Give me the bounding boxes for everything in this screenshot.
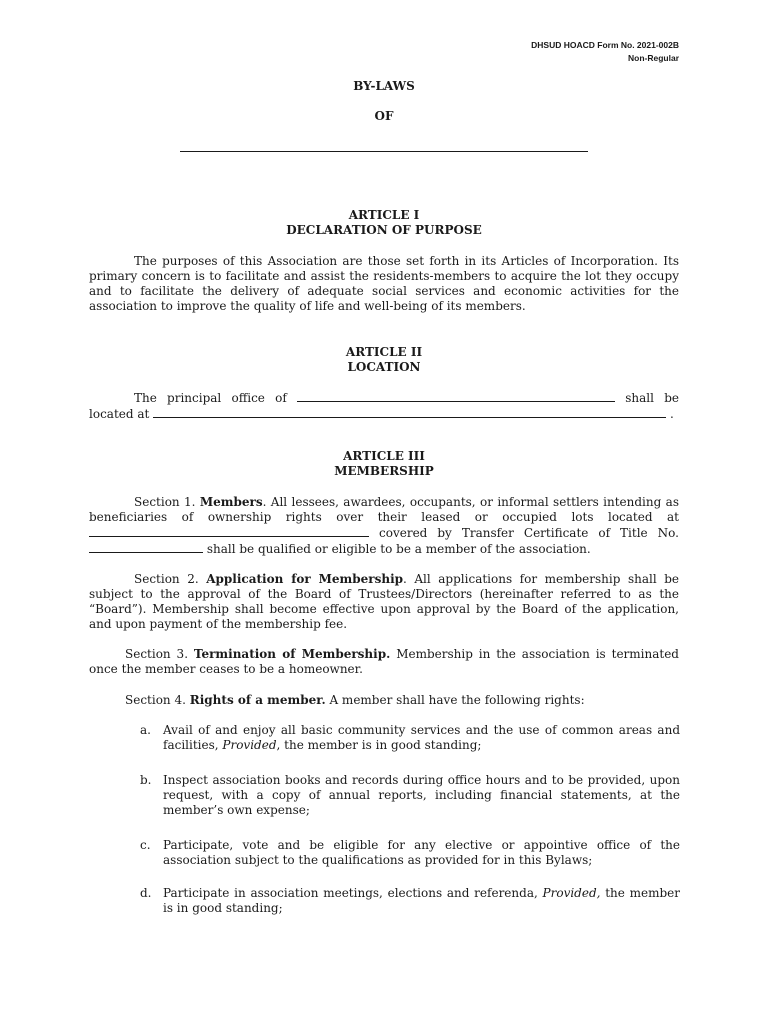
article-1-heading: DECLARATION OF PURPOSE bbox=[286, 223, 482, 237]
rights-item-a bbox=[140, 723, 680, 753]
form-number: DHSUD HOACD Form No. 2021-002B bbox=[531, 40, 679, 50]
article-2-text bbox=[89, 390, 679, 422]
rights-d-italic: Provided, bbox=[542, 886, 601, 900]
tct-number-blank[interactable] bbox=[89, 541, 203, 553]
section-1-text-a: . All lessees, awardees, occupants, or informal settlers intending as beneficiaries of ownership rights over their leased or occupied lots located at bbox=[89, 495, 679, 524]
section-4-text: A member shall have the following rights: bbox=[329, 693, 585, 707]
rights-d-text-b: the member is in good standing; bbox=[163, 886, 680, 915]
rights-item-letter: c. bbox=[140, 838, 151, 852]
section-2-prefix: Section 2. bbox=[134, 572, 199, 586]
section-1-title: Members bbox=[199, 495, 263, 509]
principal-office-blank[interactable] bbox=[297, 390, 615, 402]
rights-a-italic: Provided bbox=[222, 738, 277, 752]
section-3-title: Termination of Membership. bbox=[193, 647, 391, 661]
document-title-of: OF bbox=[374, 109, 394, 123]
article-2-heading: LOCATION bbox=[347, 360, 421, 374]
rights-item-text bbox=[163, 886, 680, 916]
section-3-text: Membership in the association is terminated once the member ceases to be a homeowner. bbox=[89, 647, 679, 676]
form-number-block bbox=[531, 39, 679, 65]
article-2-text-a: The principal office of bbox=[134, 391, 287, 405]
rights-item-letter: b. bbox=[140, 773, 152, 787]
article-2-text-b: shall be located at bbox=[89, 391, 679, 421]
section-1-text-b: covered by Transfer Certificate of Title No. bbox=[379, 526, 679, 540]
rights-a-text-b: , the member is in good standing; bbox=[276, 738, 482, 752]
section-2-title: Application for Membership bbox=[206, 572, 404, 586]
rights-d-text-a: Participate in association meetings, elections and referenda, bbox=[163, 886, 543, 900]
association-name-blank[interactable] bbox=[180, 151, 588, 152]
rights-a-text-a: Avail of and enjoy all basic community services and the use of common areas and facilities, bbox=[163, 723, 680, 752]
form-type: Non-Regular bbox=[628, 53, 679, 63]
article-2-text-c: . bbox=[670, 407, 674, 421]
article-2-number: ARTICLE II bbox=[345, 345, 423, 359]
section-4-prefix: Section 4. bbox=[125, 693, 186, 707]
rights-item-text bbox=[163, 723, 680, 753]
article-1-number: ARTICLE I bbox=[348, 208, 420, 222]
section-4-title: Rights of a member. bbox=[189, 693, 326, 707]
rights-item-c bbox=[140, 838, 680, 868]
section-1-text-c: shall be qualified or eligible to be a member of the association. bbox=[206, 542, 591, 556]
rights-item-letter: d. bbox=[140, 886, 152, 900]
lot-location-blank[interactable] bbox=[89, 525, 369, 537]
document-title: BY-LAWS bbox=[353, 79, 415, 93]
article-3-heading: MEMBERSHIP bbox=[334, 464, 434, 478]
article-3-number: ARTICLE III bbox=[343, 449, 425, 463]
rights-item-text: Inspect association books and records during office hours and to be provided, upon request, with a copy of annual reports, including financial statements, at the member’s own expense; bbox=[163, 773, 680, 817]
section-4 bbox=[89, 693, 679, 708]
section-3-prefix: Section 3. bbox=[125, 647, 189, 661]
rights-item-d bbox=[140, 886, 680, 916]
section-2 bbox=[89, 572, 679, 632]
section-1 bbox=[89, 495, 679, 557]
rights-item-letter: a. bbox=[140, 723, 151, 737]
section-1-prefix: Section 1. bbox=[134, 495, 196, 509]
section-2-text: . All applications for membership shall be subject to the approval of the Board of Trustees/Directors (hereinafter referred to as the “Board”). Membership shall become effective upon approval by the Board of the application, and upon payment of the membership fee. bbox=[89, 572, 679, 631]
location-blank[interactable] bbox=[153, 406, 666, 418]
rights-item-b bbox=[140, 773, 680, 818]
rights-item-text: Participate, vote and be eligible for any elective or appointive office of the association subject to the qualifications as provided for in this Bylaws; bbox=[163, 838, 680, 867]
article-1-text: The purposes of this Association are those set forth in its Articles of Incorporation. Its primary concern is to facilitate and assist the residents-members to acquire the lot they occupy and to facilitate the delivery of adequate social services and economic activities for the association to improve the quality of life and well-being of its members. bbox=[89, 254, 679, 313]
section-3 bbox=[89, 647, 679, 677]
